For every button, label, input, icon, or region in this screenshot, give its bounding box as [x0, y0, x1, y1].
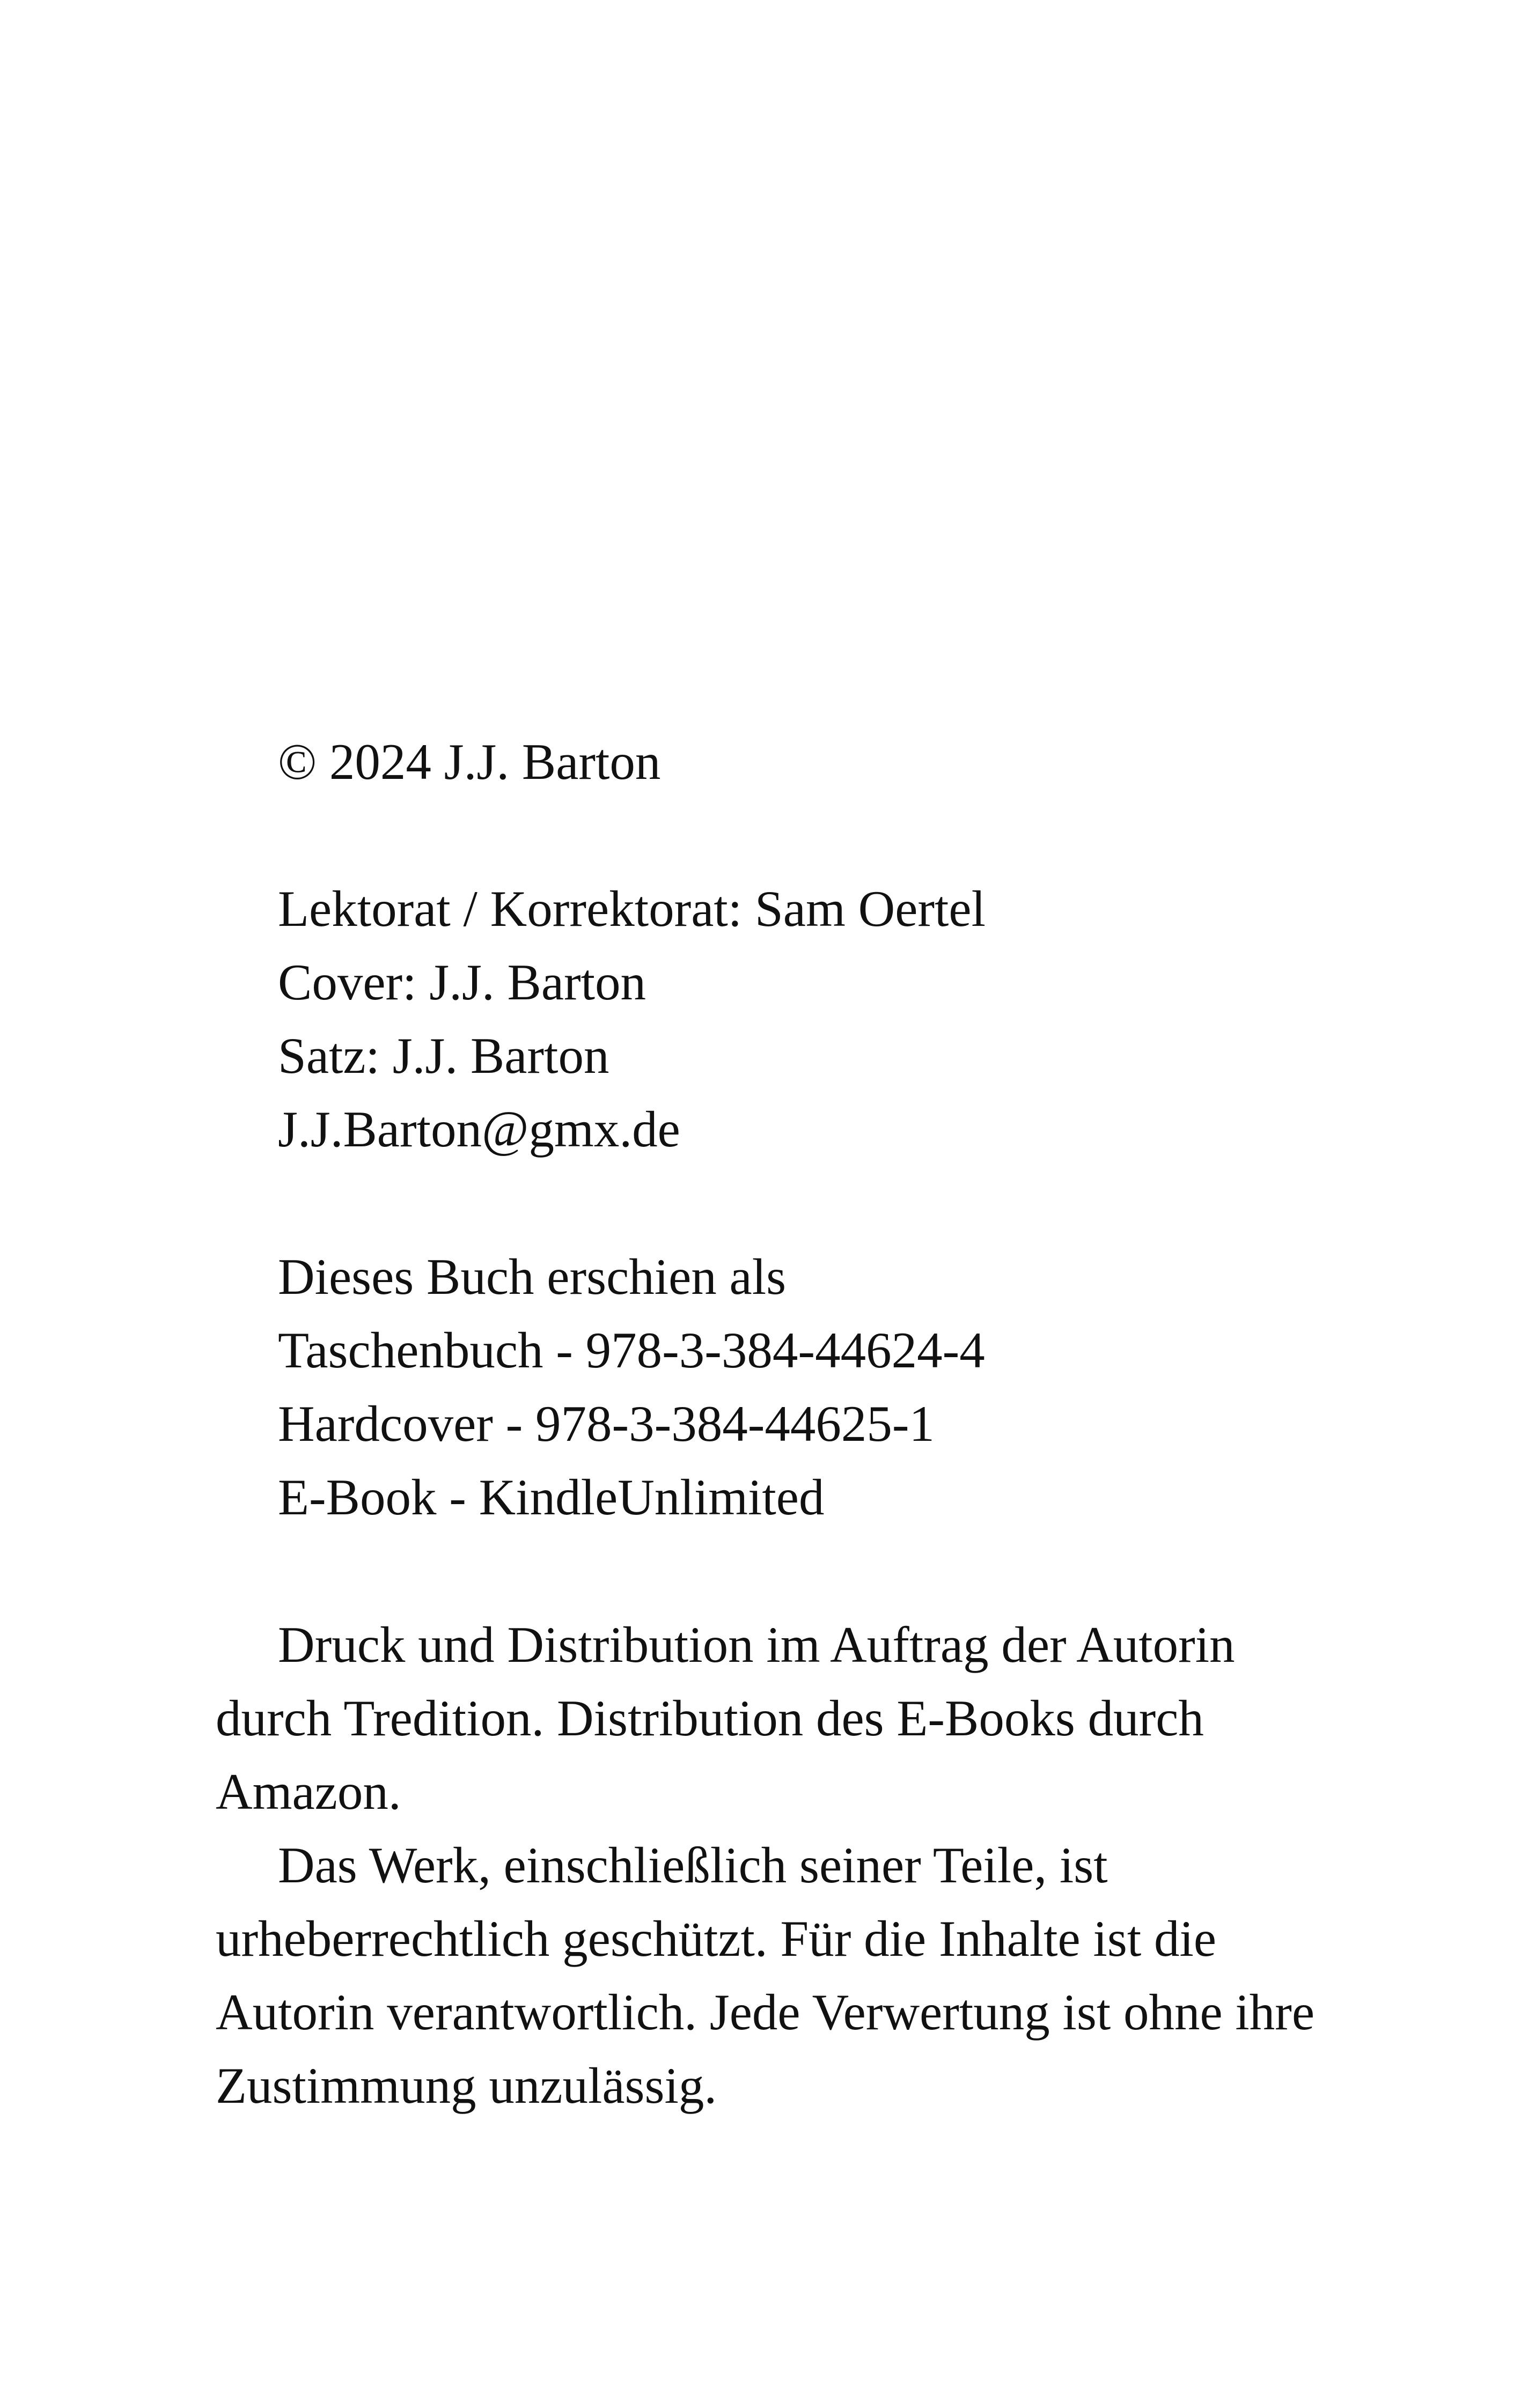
- paperback-isbn: Taschenbuch - 978-3-384-44624-4: [278, 1322, 985, 1379]
- hardcover-isbn: Hardcover - 978-3-384-44625-1: [278, 1395, 935, 1452]
- legal-section: [216, 1608, 1321, 2123]
- ebook-edition: E-Book - KindleUnlimited: [278, 1469, 825, 1526]
- editions-intro: Dieses Buch erschien als: [278, 1248, 787, 1305]
- distribution-notice: Druck und Distribution im Auftrag der Autorin durch Tredition. Distribution des E-Books durch Amazon.: [216, 1616, 1235, 1820]
- copyright-notice: © 2024 J.J. Barton: [278, 733, 661, 790]
- editing-credit: Lektorat / Korrektorat: Sam Oertel: [278, 880, 986, 937]
- typesetting-credit: Satz: J.J. Barton: [278, 1027, 609, 1084]
- rights-notice: Das Werk, einschließlich seiner Teile, ist urheberrechtlich geschützt. Für die Inhalte ist die Autorin verantwortlich. Jede Verwertung ist ohne ihre Zustimmung unzulässig.: [216, 1837, 1315, 2114]
- author-email: J.J.Barton@gmx.de: [278, 1101, 680, 1158]
- cover-credit: Cover: J.J. Barton: [278, 954, 646, 1011]
- editions-section: [216, 1240, 1383, 1534]
- credits-section: [216, 872, 1383, 1166]
- copyright-section: [216, 725, 1383, 799]
